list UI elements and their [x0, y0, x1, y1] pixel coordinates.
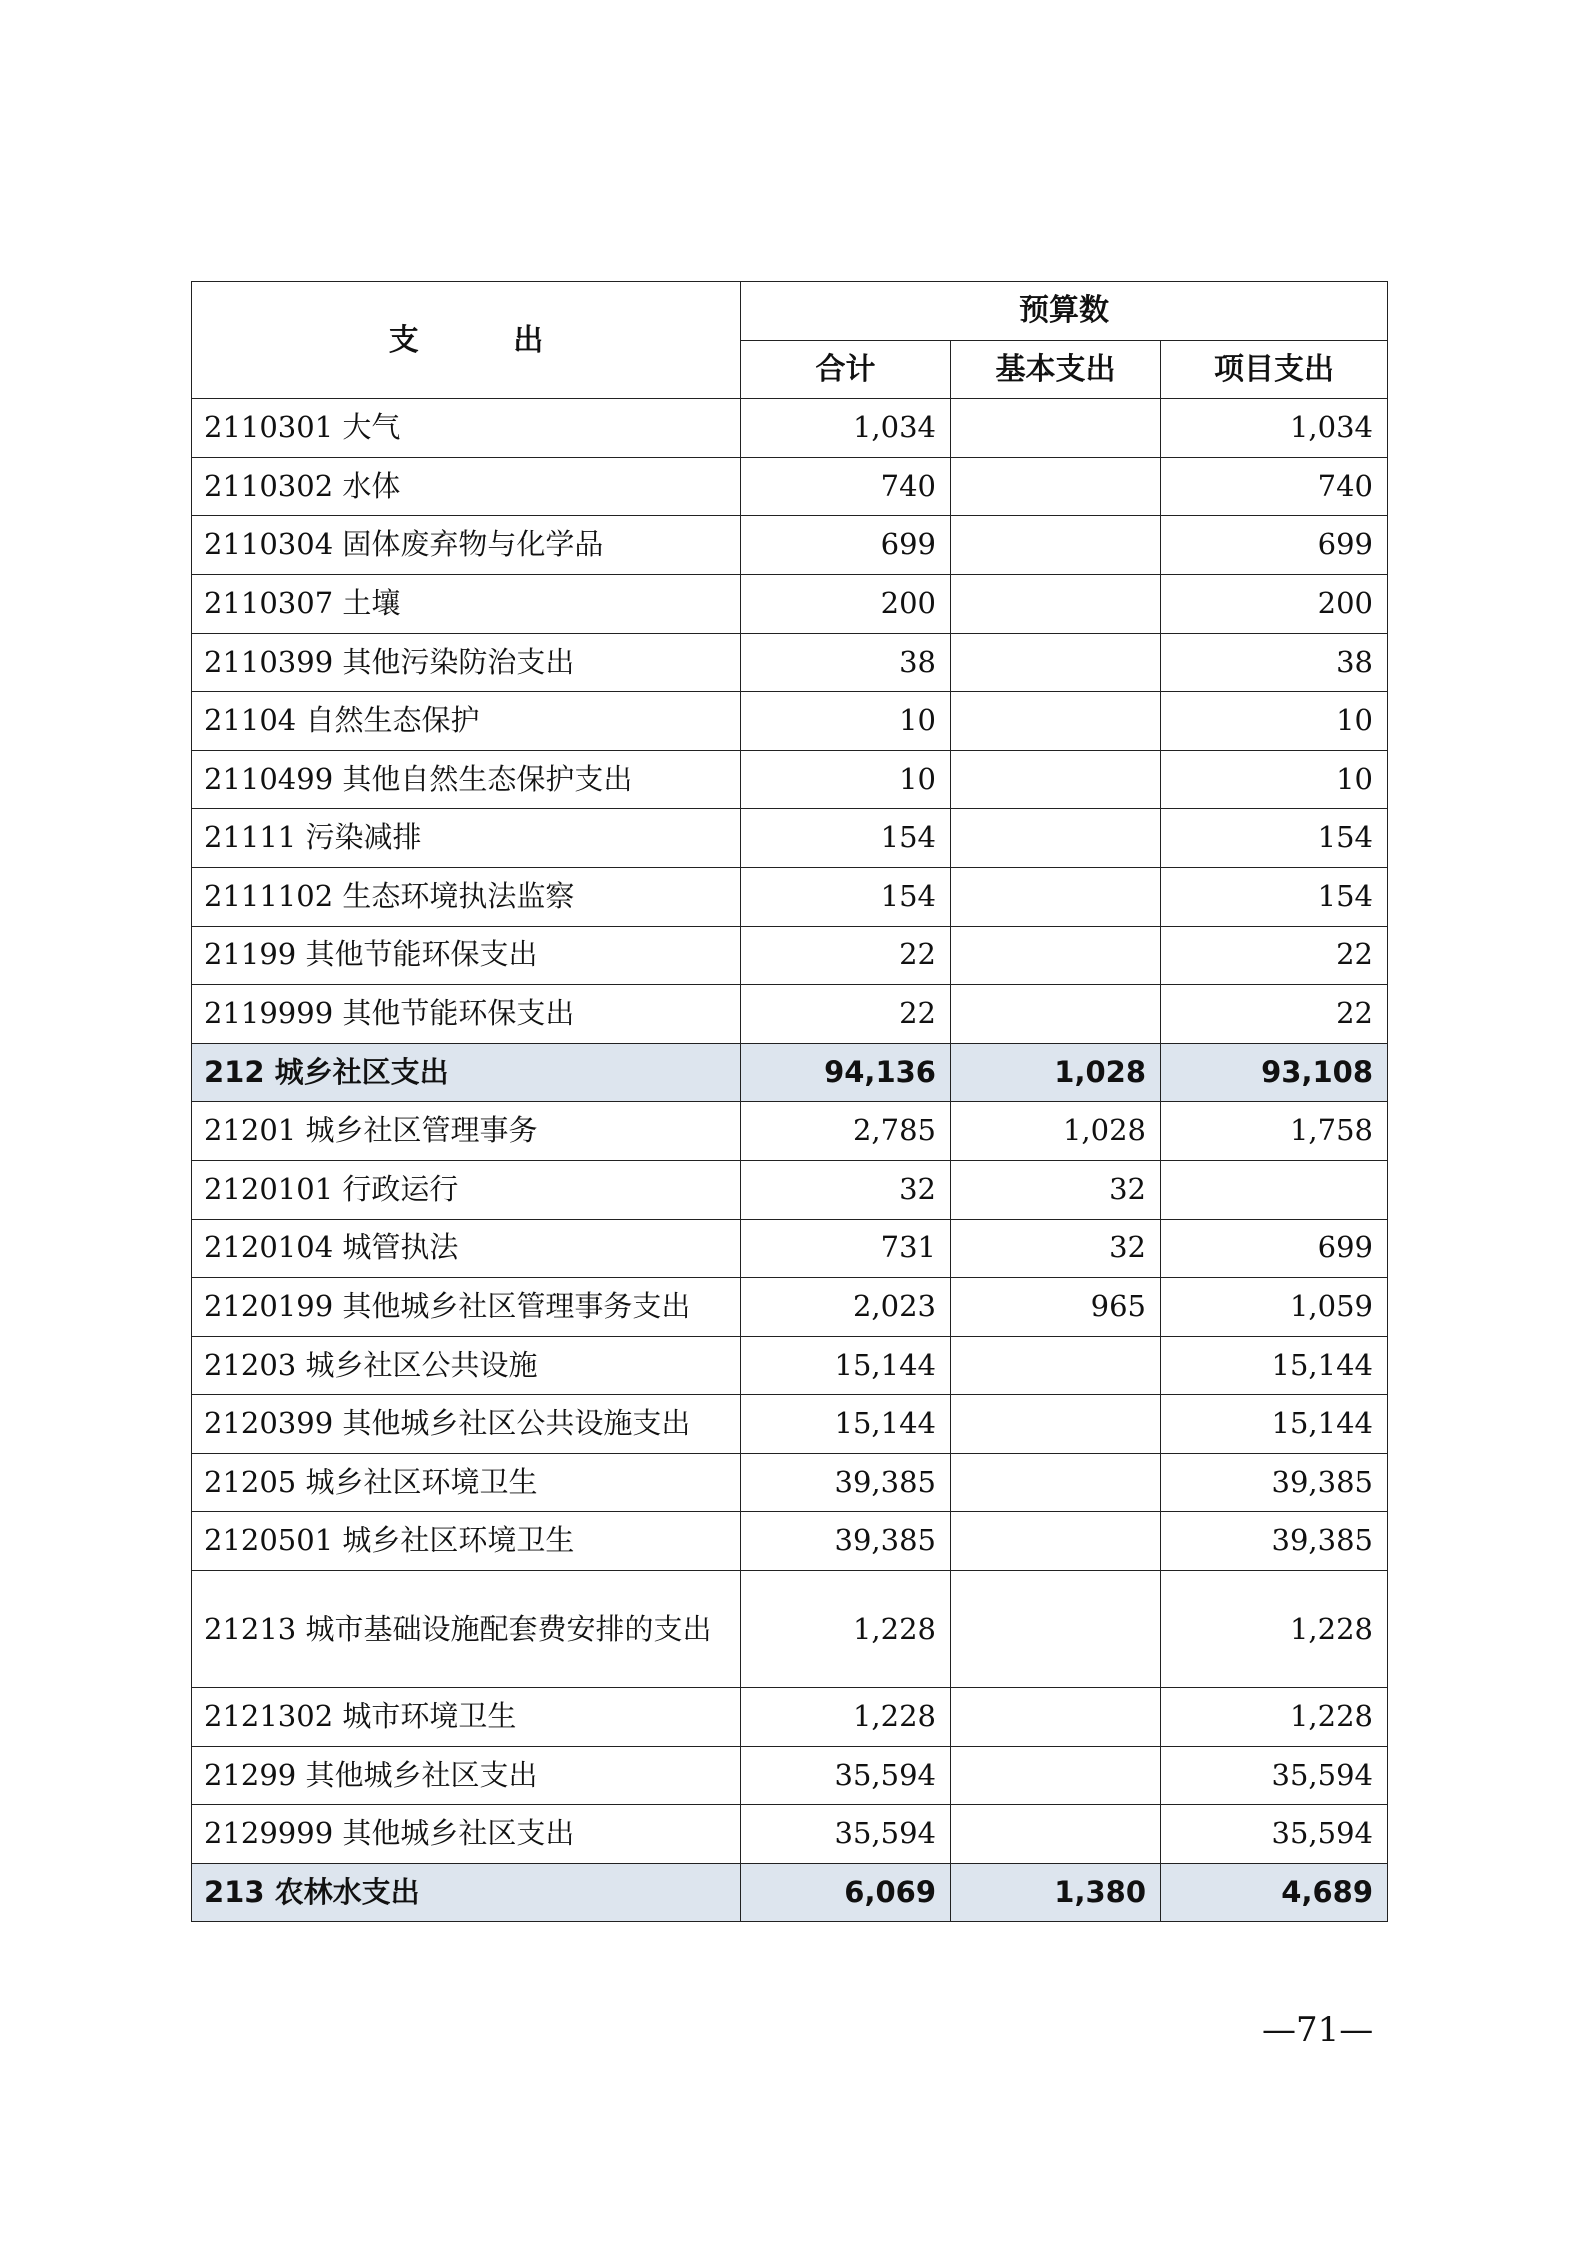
- table-row: [192, 1395, 1388, 1454]
- project-cell: 10: [1161, 750, 1388, 809]
- header-project: 项目支出: [1161, 340, 1388, 399]
- project-cell: 154: [1161, 809, 1388, 868]
- item-cell: 2110499 其他自然生态保护支出: [192, 750, 741, 809]
- item-cell: 2110399 其他污染防治支出: [192, 633, 741, 692]
- basic-cell: 32: [951, 1219, 1161, 1278]
- basic-cell: [951, 926, 1161, 985]
- item-cell: 21213 城市基础设施配套费安排的支出: [192, 1571, 741, 1688]
- total-cell: 94,136: [741, 1043, 951, 1102]
- total-cell: 15,144: [741, 1336, 951, 1395]
- total-cell: 200: [741, 574, 951, 633]
- header-budget: 预算数: [741, 282, 1388, 341]
- total-cell: 22: [741, 985, 951, 1044]
- project-cell: 1,228: [1161, 1688, 1388, 1747]
- item-cell: 2129999 其他城乡社区支出: [192, 1805, 741, 1864]
- table-row: [192, 1746, 1388, 1805]
- table-row: [192, 809, 1388, 868]
- item-cell: 212 城乡社区支出: [192, 1043, 741, 1102]
- project-cell: 39,385: [1161, 1453, 1388, 1512]
- basic-cell: [951, 399, 1161, 458]
- item-cell: 2110301 大气: [192, 399, 741, 458]
- item-cell: 2120101 行政运行: [192, 1160, 741, 1219]
- header-expenditure: 支 出: [192, 282, 741, 399]
- basic-cell: 1,380: [951, 1863, 1161, 1922]
- basic-cell: [951, 809, 1161, 868]
- item-cell: 21299 其他城乡社区支出: [192, 1746, 741, 1805]
- total-cell: 154: [741, 867, 951, 926]
- item-cell: 2119999 其他节能环保支出: [192, 985, 741, 1044]
- basic-cell: [951, 750, 1161, 809]
- table-row: [192, 1453, 1388, 1512]
- basic-cell: [951, 516, 1161, 575]
- item-cell: 2110304 固体废弃物与化学品: [192, 516, 741, 575]
- total-cell: 6,069: [741, 1863, 951, 1922]
- table-row: [192, 1160, 1388, 1219]
- total-cell: 15,144: [741, 1395, 951, 1454]
- table-row: [192, 985, 1388, 1044]
- total-cell: 39,385: [741, 1512, 951, 1571]
- total-cell: 1,228: [741, 1571, 951, 1688]
- item-cell: 213 农林水支出: [192, 1863, 741, 1922]
- total-cell: 154: [741, 809, 951, 868]
- total-cell: 699: [741, 516, 951, 575]
- basic-cell: [951, 867, 1161, 926]
- project-cell: 15,144: [1161, 1395, 1388, 1454]
- item-cell: 2120399 其他城乡社区公共设施支出: [192, 1395, 741, 1454]
- project-cell: 154: [1161, 867, 1388, 926]
- total-cell: 39,385: [741, 1453, 951, 1512]
- item-cell: 21205 城乡社区环境卫生: [192, 1453, 741, 1512]
- table-row: [192, 1571, 1388, 1688]
- project-cell: 39,385: [1161, 1512, 1388, 1571]
- project-cell: 15,144: [1161, 1336, 1388, 1395]
- total-cell: 1,228: [741, 1688, 951, 1747]
- table-body: [192, 399, 1388, 1922]
- basic-cell: [951, 985, 1161, 1044]
- basic-cell: [951, 1571, 1161, 1688]
- total-cell: 38: [741, 633, 951, 692]
- basic-cell: [951, 1336, 1161, 1395]
- basic-cell: 1,028: [951, 1102, 1161, 1161]
- basic-cell: [951, 1688, 1161, 1747]
- table-row: [192, 1512, 1388, 1571]
- item-cell: 21203 城乡社区公共设施: [192, 1336, 741, 1395]
- total-cell: 35,594: [741, 1746, 951, 1805]
- basic-cell: 1,028: [951, 1043, 1161, 1102]
- table-row: [192, 867, 1388, 926]
- table-row: [192, 1805, 1388, 1864]
- project-cell: [1161, 1160, 1388, 1219]
- table-row: [192, 399, 1388, 458]
- project-cell: 1,228: [1161, 1571, 1388, 1688]
- item-cell: 21199 其他节能环保支出: [192, 926, 741, 985]
- item-cell: 21201 城乡社区管理事务: [192, 1102, 741, 1161]
- table-row: [192, 692, 1388, 751]
- item-cell: 2120199 其他城乡社区管理事务支出: [192, 1278, 741, 1337]
- basic-cell: 32: [951, 1160, 1161, 1219]
- item-cell: 2121302 城市环境卫生: [192, 1688, 741, 1747]
- project-cell: 35,594: [1161, 1746, 1388, 1805]
- total-cell: 10: [741, 750, 951, 809]
- project-cell: 35,594: [1161, 1805, 1388, 1864]
- total-cell: 32: [741, 1160, 951, 1219]
- project-cell: 1,034: [1161, 399, 1388, 458]
- project-cell: 93,108: [1161, 1043, 1388, 1102]
- table-row: [192, 1278, 1388, 1337]
- basic-cell: [951, 1805, 1161, 1864]
- basic-cell: [951, 633, 1161, 692]
- basic-cell: [951, 1512, 1161, 1571]
- total-cell: 2,785: [741, 1102, 951, 1161]
- table-header: [192, 282, 1388, 399]
- table-row: [192, 1102, 1388, 1161]
- total-cell: 1,034: [741, 399, 951, 458]
- project-cell: 1,059: [1161, 1278, 1388, 1337]
- total-cell: 22: [741, 926, 951, 985]
- total-cell: 731: [741, 1219, 951, 1278]
- basic-cell: [951, 574, 1161, 633]
- table-row: [192, 633, 1388, 692]
- item-cell: 21111 污染减排: [192, 809, 741, 868]
- table-row: [192, 926, 1388, 985]
- table-row: [192, 1219, 1388, 1278]
- basic-cell: [951, 1395, 1161, 1454]
- project-cell: 1,758: [1161, 1102, 1388, 1161]
- table-row: [192, 1688, 1388, 1747]
- subtotal-row: [192, 1863, 1388, 1922]
- basic-cell: [951, 1746, 1161, 1805]
- project-cell: 4,689: [1161, 1863, 1388, 1922]
- basic-cell: 965: [951, 1278, 1161, 1337]
- project-cell: 699: [1161, 516, 1388, 575]
- project-cell: 22: [1161, 926, 1388, 985]
- item-cell: 2110307 土壤: [192, 574, 741, 633]
- item-cell: 2110302 水体: [192, 457, 741, 516]
- table-row: [192, 574, 1388, 633]
- item-cell: 21104 自然生态保护: [192, 692, 741, 751]
- project-cell: 38: [1161, 633, 1388, 692]
- basic-cell: [951, 457, 1161, 516]
- subtotal-row: [192, 1043, 1388, 1102]
- budget-table: [191, 281, 1388, 1922]
- header-row-1: [192, 282, 1388, 341]
- table-row: [192, 750, 1388, 809]
- basic-cell: [951, 1453, 1161, 1512]
- page-number: —71—: [1262, 2010, 1374, 2050]
- total-cell: 35,594: [741, 1805, 951, 1864]
- project-cell: 740: [1161, 457, 1388, 516]
- table-row: [192, 516, 1388, 575]
- project-cell: 22: [1161, 985, 1388, 1044]
- table-row: [192, 1336, 1388, 1395]
- total-cell: 2,023: [741, 1278, 951, 1337]
- basic-cell: [951, 692, 1161, 751]
- total-cell: 10: [741, 692, 951, 751]
- header-basic: 基本支出: [951, 340, 1161, 399]
- project-cell: 200: [1161, 574, 1388, 633]
- item-cell: 2120501 城乡社区环境卫生: [192, 1512, 741, 1571]
- item-cell: 2111102 生态环境执法监察: [192, 867, 741, 926]
- header-total: 合计: [741, 340, 951, 399]
- table-row: [192, 457, 1388, 516]
- total-cell: 740: [741, 457, 951, 516]
- project-cell: 10: [1161, 692, 1388, 751]
- item-cell: 2120104 城管执法: [192, 1219, 741, 1278]
- project-cell: 699: [1161, 1219, 1388, 1278]
